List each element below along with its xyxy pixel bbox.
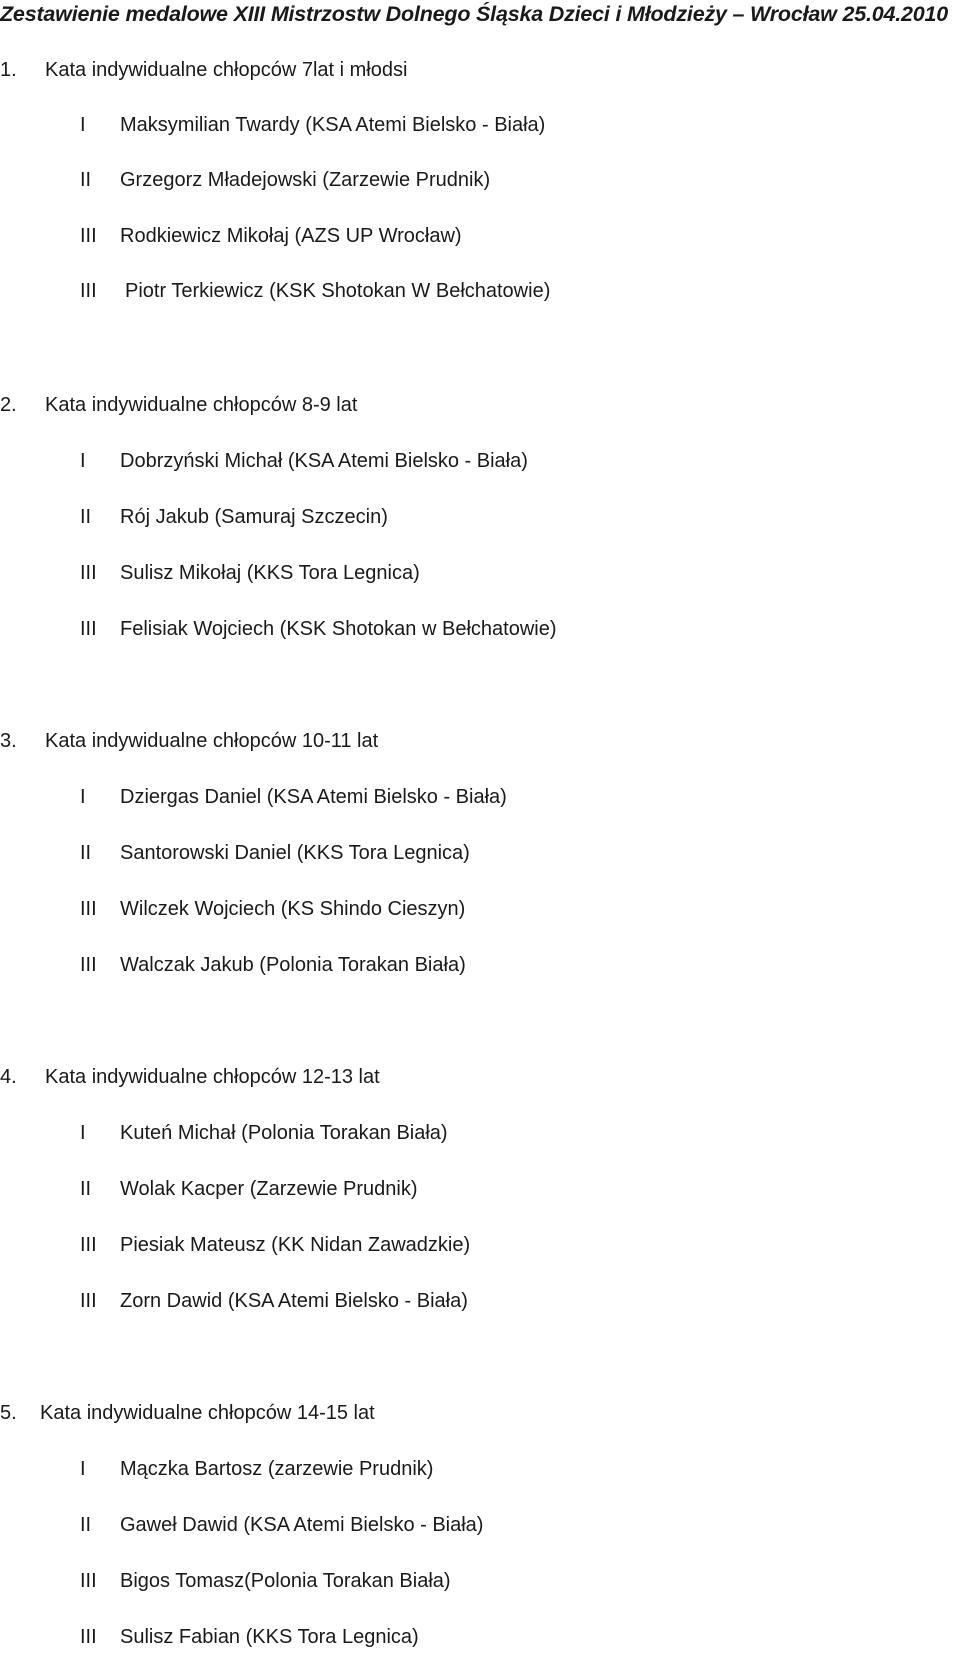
medal-place: II bbox=[80, 1178, 92, 1200]
medal-place: I bbox=[80, 114, 86, 136]
competitor-name: Dziergas Daniel (KSA Atemi Bielsko - Biała) bbox=[120, 786, 507, 808]
competitor-name: Santorowski Daniel (KKS Tora Legnica) bbox=[120, 842, 470, 864]
medal-place: III bbox=[80, 618, 97, 640]
medal-place: I bbox=[80, 450, 86, 472]
competitor-name: Maksymilian Twardy (KSA Atemi Bielsko - Biała) bbox=[120, 114, 546, 136]
section-number: 5. bbox=[0, 1402, 17, 1424]
competitor-name: Sulisz Fabian (KKS Tora Legnica) bbox=[120, 1626, 419, 1648]
medal-place: II bbox=[80, 169, 92, 191]
competitor-name: Mączka Bartosz (zarzewie Prudnik) bbox=[120, 1458, 434, 1480]
medal-place: III bbox=[80, 1570, 97, 1592]
section-title: Kata indywidualne chłopców 12-13 lat bbox=[45, 1066, 380, 1088]
section-number: 2. bbox=[0, 394, 17, 416]
competitor-name: Walczak Jakub (Polonia Torakan Biała) bbox=[120, 954, 466, 976]
section-number: 1. bbox=[0, 59, 17, 81]
medal-place: III bbox=[80, 1626, 97, 1648]
medal-place: III bbox=[80, 898, 97, 920]
medal-place: III bbox=[80, 1290, 97, 1312]
section-number: 4. bbox=[0, 1066, 17, 1088]
competitor-name: Kuteń Michał (Polonia Torakan Biała) bbox=[120, 1122, 448, 1144]
medal-place: III bbox=[80, 1234, 97, 1256]
section-title: Kata indywidualne chłopców 10-11 lat bbox=[45, 730, 379, 752]
competitor-name: Piesiak Mateusz (KK Nidan Zawadzkie) bbox=[120, 1234, 471, 1256]
medal-place: II bbox=[80, 506, 92, 528]
competitor-name: Sulisz Mikołaj (KKS Tora Legnica) bbox=[120, 562, 420, 584]
medal-place: III bbox=[80, 225, 97, 247]
competitor-name: Wolak Kacper (Zarzewie Prudnik) bbox=[120, 1178, 418, 1200]
competitor-name: Gaweł Dawid (KSA Atemi Bielsko - Biała) bbox=[120, 1514, 484, 1536]
document-title: Zestawienie medalowe XIII Mistrzostw Dolnego Śląska Dzieci i Młodzieży – Wrocław 25.04.2010 bbox=[0, 2, 949, 26]
competitor-name: Wilczek Wojciech (KS Shindo Cieszyn) bbox=[120, 898, 466, 920]
medal-place: I bbox=[80, 786, 86, 808]
competitor-name: Rodkiewicz Mikołaj (AZS UP Wrocław) bbox=[120, 225, 462, 247]
section-number: 3. bbox=[0, 730, 17, 752]
competitor-name: Felisiak Wojciech (KSK Shotokan w Bełchatowie) bbox=[120, 618, 557, 640]
medal-place: I bbox=[80, 1458, 86, 1480]
competitor-name: Rój Jakub (Samuraj Szczecin) bbox=[120, 506, 388, 528]
competitor-name: Grzegorz Mładejowski (Zarzewie Prudnik) bbox=[120, 169, 491, 191]
section-title: Kata indywidualne chłopców 7lat i młodsi bbox=[45, 59, 408, 81]
medal-place: I bbox=[80, 1122, 86, 1144]
section-title: Kata indywidualne chłopców 8-9 lat bbox=[45, 394, 358, 416]
medal-place: III bbox=[80, 562, 97, 584]
competitor-name: Zorn Dawid (KSA Atemi Bielsko - Biała) bbox=[120, 1290, 468, 1312]
competitor-name: Piotr Terkiewicz (KSK Shotokan W Bełchatowie) bbox=[125, 280, 551, 302]
competitor-name: Dobrzyński Michał (KSA Atemi Bielsko - Biała) bbox=[120, 450, 528, 472]
medal-place: III bbox=[80, 954, 97, 976]
medal-place: III bbox=[80, 280, 97, 302]
medal-place: II bbox=[80, 1514, 92, 1536]
section-title: Kata indywidualne chłopców 14-15 lat bbox=[40, 1402, 375, 1424]
competitor-name: Bigos Tomasz(Polonia Torakan Biała) bbox=[120, 1570, 451, 1592]
medal-place: II bbox=[80, 842, 92, 864]
